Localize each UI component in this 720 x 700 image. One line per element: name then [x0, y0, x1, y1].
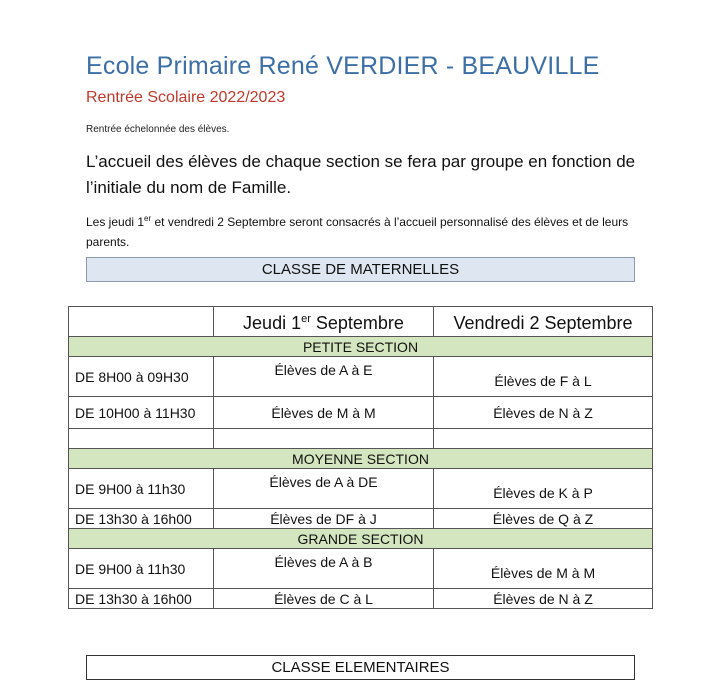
header-empty-cell	[69, 307, 214, 337]
staggered-entry-note: Rentrée échelonnée des élèves.	[86, 124, 230, 135]
day2-cell: Élèves de Q à Z	[434, 509, 653, 529]
section-name: MOYENNE SECTION	[69, 449, 653, 469]
header-day1-sup: er	[301, 313, 311, 325]
day1-cell: Élèves de C à L	[214, 589, 434, 609]
empty-row	[69, 429, 653, 449]
table-row	[69, 357, 653, 397]
time-cell: DE 10H00 à 11H30	[69, 397, 214, 429]
header-day1-post: Septembre	[310, 313, 404, 333]
day1-cell: Élèves de M à M	[214, 397, 434, 429]
section-name: GRANDE SECTION	[69, 529, 653, 549]
section-band-petite	[69, 337, 653, 357]
time-cell: DE 13h30 à 16h00	[69, 509, 214, 529]
header-day1	[214, 307, 434, 337]
table-row	[69, 397, 653, 429]
time-cell: DE 13h30 à 16h00	[69, 589, 214, 609]
empty-cell	[214, 429, 434, 449]
section-band-moyenne	[69, 449, 653, 469]
school-title: Ecole Primaire René VERDIER - BEAUVILLE	[86, 52, 600, 80]
table-row	[69, 509, 653, 529]
day1-cell: Élèves de A à B	[214, 549, 434, 589]
table-row	[69, 589, 653, 609]
time-cell: DE 8H00 à 09H30	[69, 357, 214, 397]
maternelles-heading: CLASSE DE MATERNELLES	[86, 257, 635, 282]
table-header-row	[69, 307, 653, 337]
dates-paragraph-pre: Les jeudi 1	[86, 215, 145, 229]
time-cell: DE 9H00 à 11h30	[69, 549, 214, 589]
dates-paragraph-post: et vendredi 2 Septembre seront consacrés à l’accueil personnalisé des élèves et de leurs parents.	[86, 215, 629, 249]
header-day1-pre: Jeudi 1	[243, 313, 302, 333]
day2-cell: Élèves de N à Z	[434, 589, 653, 609]
day1-cell: Élèves de A à E	[214, 357, 434, 397]
empty-cell	[434, 429, 653, 449]
header-day2: Vendredi 2 Septembre	[434, 307, 653, 337]
day2-cell: Élèves de M à M	[434, 549, 653, 589]
welcome-paragraph: L’accueil des élèves de chaque section se fera par groupe en fonction de l’initiale du nom de Famille.	[86, 152, 636, 197]
day2-cell: Élèves de N à Z	[434, 397, 653, 429]
day1-cell: Élèves de A à DE	[214, 469, 434, 509]
section-name: PETITE SECTION	[69, 337, 653, 357]
empty-cell	[69, 429, 214, 449]
dates-paragraph	[86, 209, 666, 252]
day2-cell: Élèves de K à P	[434, 469, 653, 509]
table-row	[69, 469, 653, 509]
table-row	[69, 549, 653, 589]
school-year-subtitle: Rentrée Scolaire 2022/2023	[86, 89, 286, 106]
maternelles-schedule-table	[68, 306, 653, 609]
time-cell: DE 9H00 à 11h30	[69, 469, 214, 509]
day1-cell: Élèves de DF à J	[214, 509, 434, 529]
dates-paragraph-sup: er	[144, 214, 152, 223]
day2-cell: Élèves de F à L	[434, 357, 653, 397]
section-band-grande	[69, 529, 653, 549]
elementaires-heading: CLASSE ELEMENTAIRES	[86, 655, 635, 680]
